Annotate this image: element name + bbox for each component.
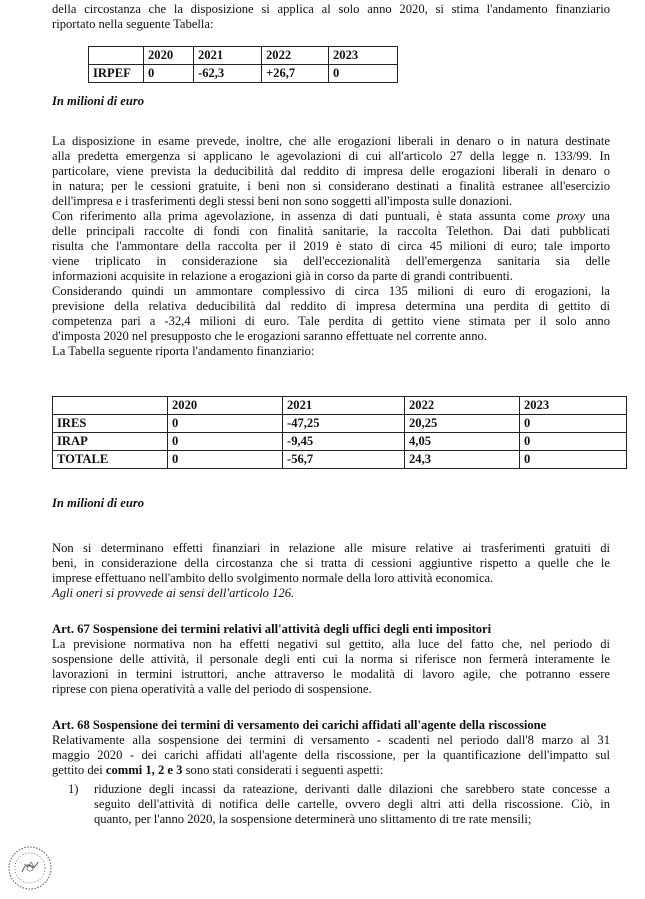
text-line: riprese con piena operatività a valle del periodo di sospensione. [52,682,372,696]
text-line: imprese effettuano nell'ambito dello svolgimento normale della loro attività economica. [52,571,494,585]
text-line: Non si determinano effetti finanziari in relazione alle misure relative ai trasferimenti gratuiti di [52,541,610,555]
text-line: riduzione degli incassi da rateazione, derivanti dalle dilazioni che sarebbero state concesse a [94,782,610,796]
text-line: particolare, viene prevista la deducibilità dal reddito di impresa delle erogazioni liberali in denaro o [52,164,610,178]
table-cell: -62,3 [194,65,262,83]
proxy-term: proxy [556,209,585,223]
paragraph-erogazioni [52,134,610,209]
text-line: La disposizione in esame prevede, inoltre, che alle erogazioni liberali in denaro o in natura destinate [52,134,610,148]
unit-note: In milioni di euro [52,496,145,510]
text-line: Considerando quindi un ammontare complessivo di circa 135 milioni di euro di erogazioni, la [52,284,610,298]
list-item-number: 1) [68,782,79,796]
table-row [53,415,627,433]
text-line: previsione della relativa deducibilità dal reddito di impresa determina una perdita di gettito di [52,299,610,313]
table-cell: 0 [329,65,398,83]
text-line: dell'impresa e i trasferimenti degli stessi beni non sono soggetti all'imposta sulle donazioni. [52,194,513,208]
table-cell: -56,7 [283,451,405,469]
text-line: La Tabella seguente riporta l'andamento finanziario: [52,344,315,358]
table-row [89,65,398,83]
table-cell: 2020 [144,47,194,65]
table-cell: TOTALE [53,451,168,469]
paragraph-telethon [52,209,610,284]
table-cell: 0 [520,433,627,451]
text-line: d'imposta 2020 nel presupposto che le erogazioni saranno effettuate nel corrente anno. [52,329,487,343]
irpef-table [88,46,398,83]
table-cell: 2023 [329,47,398,65]
text-line [52,209,610,224]
table-cell: 2023 [520,397,627,415]
text-line: sospensione delle attività, il personale degli enti cui la norma si riferisce non fermerà interamente le [52,652,610,666]
table-cell: 0 [168,433,283,451]
paragraph-effetti [52,541,610,601]
text-line: della circostanza che la disposizione si applica al solo anno 2020, si stima l'andamento finanziario [52,2,610,16]
art67-section [52,622,610,697]
text-line: alla predetta emergenza si applicano le agevolazioni di cui all'articolo 27 della legge n. 133/99. In [52,149,610,163]
text-line: quanto, per l'anno 2020, la sospensione determinerà uno slittamento di tre rate mensili; [94,812,532,826]
table-cell: 2022 [405,397,520,415]
table-cell: 2021 [194,47,262,65]
table-cell: IRPEF [89,65,144,83]
art68-heading: Art. 68 Sospensione dei termini di versamento dei carichi affidati all'agente della riscossione [52,718,547,732]
text-line: Relativamente alla sospensione dei termini di versamento - scadenti nel periodo dall'8 marzo al 31 [52,733,610,747]
art67-heading: Art. 67 Sospensione dei termini relativi all'attività degli uffici degli enti impositori [52,622,492,636]
table-cell: IRAP [53,433,168,451]
table-cell: 24,3 [405,451,520,469]
text-line: informazioni acquisite in relazione a erogazioni già in corso da parte di grandi contribuenti. [52,269,513,283]
list-item-text [94,782,610,827]
table-cell: 0 [520,451,627,469]
table-cell: -9,45 [283,433,405,451]
table-cell: 0 [144,65,194,83]
text-line: riportato nella seguente Tabella: [52,17,214,31]
seal-stamp-icon [6,844,54,892]
text-line: viene triplicato in considerazione sia dell'eccezionalità dell'emergenza sanitaria sia delle [52,254,610,268]
table-cell: 2020 [168,397,283,415]
table-cell: 0 [168,451,283,469]
text-line [52,763,610,778]
commi-reference: commi 1, 2 e 3 [105,763,183,777]
text-run: gettito dei [52,763,106,777]
table-row [53,451,627,469]
art68-section [52,718,610,778]
table-header-row [89,47,398,65]
table-row [53,433,627,451]
text-line: lavorazioni in termini istruttori, anche attraverso le modalità di lavoro agile, che potranno essere [52,667,610,681]
table-cell: 4,05 [405,433,520,451]
ires-irap-table [52,396,627,469]
paragraph-ammontare [52,284,610,359]
oneri-note: Agli oneri si provvede ai sensi dell'articolo 126. [52,586,295,600]
table-cell: 2021 [283,397,405,415]
text-line: competenza pari a -32,4 milioni di euro. Tale perdita di gettito viene stimata per il solo anno [52,314,610,328]
table-cell: +26,7 [262,65,329,83]
text-run: sono stati considerati i seguenti aspetti: [182,763,384,777]
text-line: maggio 2020 - dei carichi affidati all'agente della riscossione, per la quantificazione dell'impatto sul [52,748,610,762]
table-cell [53,397,168,415]
text-line: seguito dell'attività di notifica delle cartelle, ovvero degli altri atti della riscossione. Ciò, in [94,797,610,811]
table-cell: 0 [520,415,627,433]
text-line: La previsione normativa non ha effetti negativi sul gettito, alla luce del fatto che, nel periodo di [52,637,610,651]
unit-note: In milioni di euro [52,94,145,108]
table-cell: 0 [168,415,283,433]
table-cell [89,47,144,65]
text-line: in natura; per le cessioni gratuite, i beni non si considerano destinati a finalità estranee all'esercizio [52,179,610,193]
text-line: delle principali raccolte di fondi con finalità sanitarie, la raccolta Telethon. Dai dati pubblicati [52,224,610,238]
table-cell: 2022 [262,47,329,65]
text-run: una [584,209,610,223]
table-cell: IRES [53,415,168,433]
table-cell: -47,25 [283,415,405,433]
table-header-row [53,397,627,415]
text-run: Con riferimento alla prima agevolazione, in assenza di dati puntuali, è stata assunta come [52,209,557,223]
table-cell: 20,25 [405,415,520,433]
text-line: risulta che l'ammontare della raccolta per il 2019 è stato di circa 45 milioni di euro; tale importo [52,239,610,253]
intro-paragraph [52,2,610,32]
text-line: beni, in considerazione della circostanza che si tratta di cessioni aggiuntive rispetto a quelle che le [52,556,610,570]
